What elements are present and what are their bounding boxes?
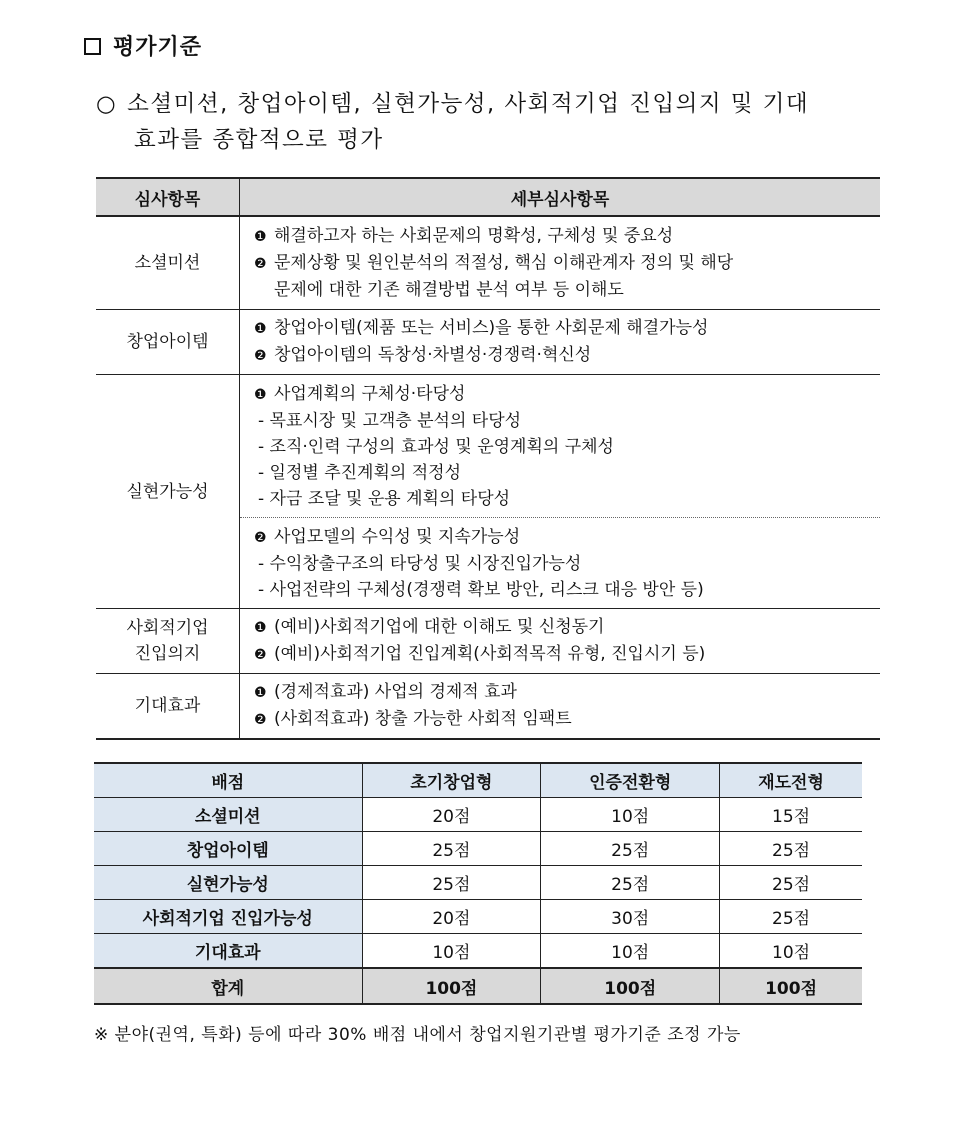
number-1-icon: ❶ <box>254 229 267 245</box>
criteria-details <box>240 310 881 375</box>
score-value: 30점 <box>541 900 720 934</box>
score-value: 25점 <box>362 832 541 866</box>
criteria-category <box>96 609 240 674</box>
score-value: 25점 <box>541 832 720 866</box>
section-title-text: 평가기준 <box>113 35 203 60</box>
checkbox-square-icon <box>84 38 101 55</box>
detail-sub-item: - 사업전략의 구체성(경쟁력 확보 방안, 리스크 대응 방안 등) <box>258 579 704 600</box>
number-2-icon: ❷ <box>254 348 267 364</box>
criteria-category: 실현가능성 <box>96 375 240 609</box>
number-2-icon: ❷ <box>254 256 267 272</box>
intro-line-2: 효과를 종합적으로 평가 <box>134 127 384 153</box>
number-1-icon: ❶ <box>254 620 267 636</box>
score-label: 소셜미션 <box>94 798 362 832</box>
detail-sub-item: - 일정별 추진계획의 적정성 <box>258 462 461 483</box>
criteria-row <box>96 375 880 518</box>
number-2-icon: ❷ <box>254 529 267 546</box>
score-table <box>94 762 862 1005</box>
score-value: 10점 <box>541 934 720 969</box>
criteria-row <box>96 310 880 375</box>
score-header: 인증전환형 <box>541 763 720 798</box>
score-label: 사회적기업 진입가능성 <box>94 900 362 934</box>
criteria-row <box>96 216 880 310</box>
score-value: 25점 <box>720 866 862 900</box>
detail-item: 사업계획의 구체성·타당성 <box>274 383 466 404</box>
detail-item: (경제적효과) 사업의 경제적 효과 <box>274 682 517 702</box>
criteria-details <box>240 609 881 674</box>
score-total-label: 합계 <box>94 968 362 1004</box>
score-row <box>94 866 862 900</box>
criteria-table <box>96 177 880 740</box>
score-row <box>94 900 862 934</box>
score-header: 재도전형 <box>720 763 862 798</box>
score-label: 기대효과 <box>94 934 362 969</box>
score-value: 25점 <box>541 866 720 900</box>
footnote: ※ 분야(권역, 특화) 등에 따라 30% 배점 내에서 창업지원기관별 평가기준 조정 가능 <box>94 1025 741 1045</box>
detail-item: 문제상황 및 원인분석의 적절성, 핵심 이해관계자 정의 및 해당 <box>274 253 734 273</box>
score-row <box>94 934 862 969</box>
score-total-row <box>94 968 862 1004</box>
category-line: 사회적기업 <box>126 618 209 638</box>
circle-bullet-icon: ○ <box>96 91 118 117</box>
criteria-header-row <box>96 178 880 216</box>
score-value: 25점 <box>720 832 862 866</box>
detail-item: (예비)사회적기업에 대한 이해도 및 신청동기 <box>274 617 605 637</box>
detail-item: 사업모델의 수익성 및 지속가능성 <box>274 526 521 547</box>
criteria-category: 소셜미션 <box>96 216 240 310</box>
detail-item: 창업아이템의 독창성·차별성·경쟁력·혁신성 <box>274 345 592 365</box>
detail-item: 창업아이템(제품 또는 서비스)을 통한 사회문제 해결가능성 <box>274 318 709 338</box>
score-value: 10점 <box>720 934 862 969</box>
score-header-row <box>94 763 862 798</box>
detail-item: 해결하고자 하는 사회문제의 명확성, 구체성 및 중요성 <box>274 226 674 246</box>
number-2-icon: ❷ <box>254 712 267 728</box>
criteria-row <box>96 609 880 674</box>
score-total-value: 100점 <box>362 968 541 1004</box>
detail-sub-item: - 목표시장 및 고객층 분석의 타당성 <box>258 410 522 431</box>
score-value: 10점 <box>362 934 541 969</box>
detail-sub-item: - 수익창출구조의 타당성 및 시장진입가능성 <box>258 553 582 574</box>
score-header: 배점 <box>94 763 362 798</box>
score-value: 10점 <box>541 798 720 832</box>
number-1-icon: ❶ <box>254 386 267 403</box>
score-total-value: 100점 <box>541 968 720 1004</box>
score-value: 15점 <box>720 798 862 832</box>
intro-paragraph <box>96 86 896 158</box>
header-details: 세부심사항목 <box>240 178 881 216</box>
score-label: 창업아이템 <box>94 832 362 866</box>
score-row <box>94 832 862 866</box>
detail-item: (예비)사회적기업 진입계획(사회적목적 유형, 진입시기 등) <box>274 644 706 664</box>
criteria-category: 기대효과 <box>96 674 240 740</box>
score-label: 실현가능성 <box>94 866 362 900</box>
category-line: 진입의지 <box>134 644 201 664</box>
score-total-value: 100점 <box>720 968 862 1004</box>
criteria-row <box>96 674 880 740</box>
score-value: 20점 <box>362 900 541 934</box>
detail-sub-item: - 조직·인력 구성의 효과성 및 운영계획의 구체성 <box>258 436 614 457</box>
number-1-icon: ❶ <box>254 685 267 701</box>
intro-line-1: 소셜미션, 창업아이템, 실현가능성, 사회적기업 진입의지 및 기대 <box>127 91 810 117</box>
criteria-category: 창업아이템 <box>96 310 240 375</box>
number-2-icon: ❷ <box>254 647 267 663</box>
section-title <box>84 30 202 61</box>
score-value: 25점 <box>362 866 541 900</box>
criteria-details <box>240 375 881 518</box>
score-row <box>94 798 862 832</box>
detail-item: (사회적효과) 창출 가능한 사회적 임팩트 <box>274 709 572 729</box>
detail-item-continuation: 문제에 대한 기존 해결방법 분석 여부 등 이해도 <box>274 280 624 300</box>
score-header: 초기창업형 <box>362 763 541 798</box>
number-1-icon: ❶ <box>254 321 267 337</box>
criteria-details <box>240 674 881 740</box>
score-value: 25점 <box>720 900 862 934</box>
criteria-details <box>240 216 881 310</box>
detail-sub-item: - 자금 조달 및 운용 계획의 타당성 <box>258 488 511 509</box>
criteria-details <box>240 518 881 609</box>
score-value: 20점 <box>362 798 541 832</box>
header-category: 심사항목 <box>96 178 240 216</box>
